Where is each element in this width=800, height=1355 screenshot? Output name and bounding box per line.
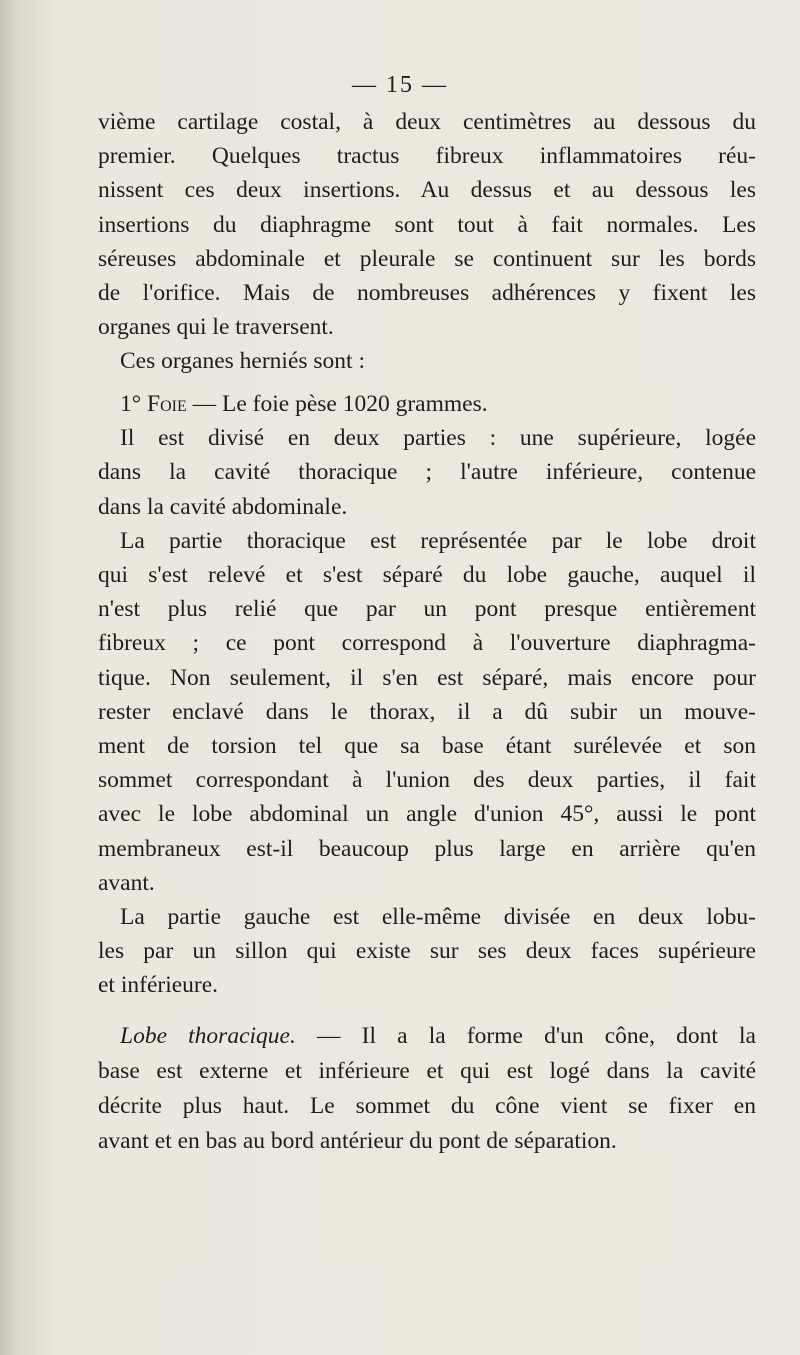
text-line: ment de torsion tel que sa base étant surélevée et son xyxy=(98,733,756,760)
text-line: nissent ces deux insertions. Au dessus et au dessous les xyxy=(98,177,756,204)
text-line: dans la cavité abdominale. xyxy=(98,493,348,520)
text-line: La partie gauche est elle-même divisée en deux lobu- xyxy=(120,904,756,931)
section-title: Foie xyxy=(147,391,187,417)
text-line: — Il a la forme d'un cône, dont la xyxy=(317,1023,756,1049)
section-number: 1° xyxy=(120,391,142,417)
text-line: avant et en bas au bord antérieur du pont de séparation. xyxy=(98,1128,617,1154)
lobe-heading-line xyxy=(98,1019,756,1054)
text-line: qui s'est relevé et s'est séparé du lobe gauche, auquel il xyxy=(98,562,756,589)
text-line: rester enclavé dans le thorax, il a dû subir un mouve- xyxy=(98,698,756,725)
text-line: de l'orifice. Mais de nombreuses adhérences y fixent les xyxy=(98,280,756,307)
text-line: séreuses abdominale et pleurale se continuent sur les bords xyxy=(98,245,756,272)
text-line: vième cartilage costal, à deux centimètres au dessous du xyxy=(98,109,756,135)
text-line: insertions du diaphragme sont tout à fait normales. Les xyxy=(98,211,756,238)
text-line: avec le lobe abdominal un angle d'union 45°, aussi le pont xyxy=(98,801,756,828)
text-line: La partie thoracique est représentée par le lobe droit xyxy=(120,527,756,554)
text-line: et inférieure. xyxy=(98,972,219,999)
text-line: premier. Quelques tractus fibreux inflammatoires réu- xyxy=(98,143,756,170)
lobe-thoracique-section xyxy=(98,1019,756,1159)
intro-paragraph xyxy=(98,105,756,379)
text-line: fibreux ; ce pont correspond à l'ouverture diaphragma- xyxy=(98,630,756,657)
text-line: Ces organes herniés sont : xyxy=(120,348,365,375)
text-line: décrite plus haut. Le sommet du cône vient se fixer en xyxy=(98,1093,756,1119)
text-line: base est externe et inférieure et qui est logé dans la cavité xyxy=(98,1058,756,1084)
page-number: — 15 — xyxy=(352,72,448,98)
text-line: sommet correspondant à l'union des deux parties, il fait xyxy=(98,767,756,794)
foie-heading xyxy=(98,387,756,421)
text-line: Il est divisé en deux parties : une supérieure, logée xyxy=(120,425,756,452)
section-heading-rest: — Le foie pèse 1020 grammes. xyxy=(192,391,488,417)
text-line: les par un sillon qui existe sur ses deux faces supérieure xyxy=(98,938,756,965)
subsection-title: Lobe thoracique. xyxy=(120,1023,296,1049)
text-line: n'est plus relié que par un pont presque entièrement xyxy=(98,596,756,623)
text-line: organes qui le traversent. xyxy=(98,314,334,341)
text-line: tique. Non seulement, il s'en est séparé, mais encore pour xyxy=(98,664,756,691)
text-line: dans la cavité thoracique ; l'autre inférieure, contenue xyxy=(98,459,756,486)
text-line: avant. xyxy=(98,869,155,896)
text-line: membraneux est-il beaucoup plus large en arrière qu'en xyxy=(98,835,756,862)
foie-section xyxy=(98,387,756,1003)
